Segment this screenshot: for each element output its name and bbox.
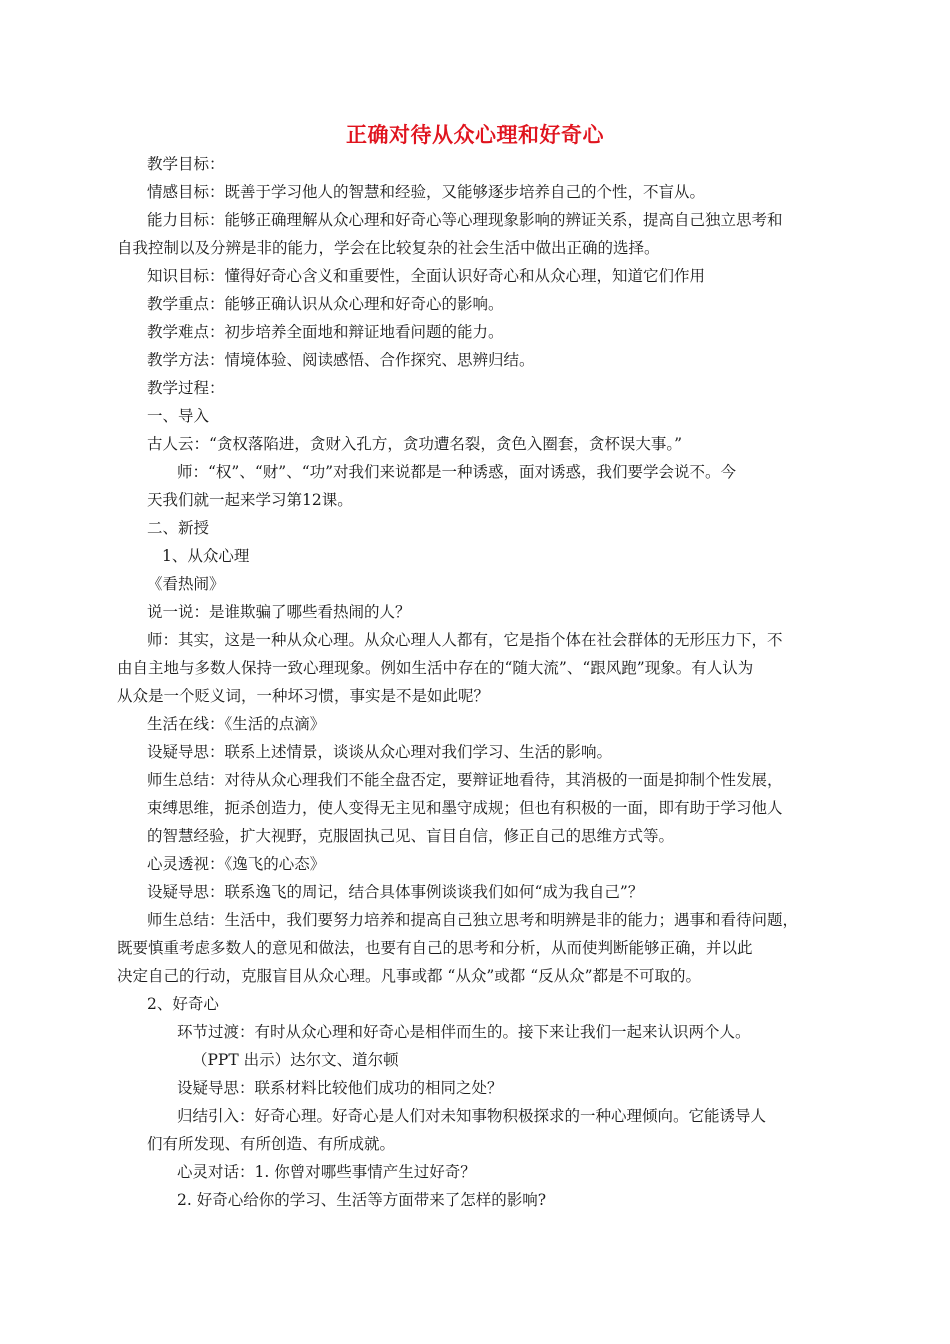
text-line: 教学重点：能够正确认识从众心理和好奇心的影响。 [147, 295, 504, 313]
text-line: 说一说：是谁欺骗了哪些看热闹的人？ [147, 603, 411, 621]
text-line: 古人云：“贪权落陷进，贪财入孔方，贪功遭名裂，贪色入圈套，贪杯误大事。” [147, 435, 683, 453]
text-line: 心灵透视：《逸飞的心态》 [147, 855, 326, 873]
text-line: 2. 好奇心给你的学习、生活等方面带来了怎样的影响? [177, 1191, 547, 1209]
text-line: 师：其实，这是一种从众心理。从众心理人人都有，它是指个体在社会群体的无形压力下，不 [147, 631, 783, 649]
text-line: 《看热闹》 [147, 575, 225, 593]
section-heading: 一、导入 [147, 407, 210, 425]
document-title: 正确对待从众心理和好奇心 [346, 123, 604, 147]
text-line: 设疑导思：联系材料比较他们成功的相同之处？ [177, 1079, 503, 1097]
text-line: 归结引入：好奇心理。好奇心是人们对未知事物积极探求的一种心理倾向。它能诱导人 [177, 1107, 767, 1125]
text-line: 们有所发现、有所创造、有所成就。 [147, 1135, 396, 1153]
text-line: 教学目标： [147, 155, 225, 173]
text-line: 设疑导思：联系逸飞的周记，结合具体事例谈谈我们如何“成为我自己”？ [147, 883, 644, 901]
text-line: 既要慎重考虑多数人的意见和做法，也要有自己的思考和分析，从而使判断能够正确，并以此 [117, 939, 753, 957]
text-line: 知识目标：懂得好奇心含义和重要性，全面认识好奇心和从众心理，知道它们作用 [147, 267, 706, 285]
text-line: 教学方法：情境体验、阅读感悟、合作探究、思辨归结。 [147, 351, 535, 369]
text-line: 天我们就一起来学习第12课。 [147, 491, 353, 509]
text-line: 教学过程： [147, 379, 225, 397]
section-heading: 二、新授 [147, 519, 210, 537]
text-line: 束缚思维，扼杀创造力，使人变得无主见和墨守成规；但也有积极的一面，即有助于学习他人 [147, 799, 783, 817]
text-line: 教学难点：初步培养全面地和辩证地看问题的能力。 [147, 323, 504, 341]
text-line: 生活在线：《生活的点滴》 [147, 715, 326, 733]
text-line: （PPT 出示）达尔文、道尔顿 [192, 1051, 399, 1069]
text-line: 师生总结：对待从众心理我们不能全盘否定，要辩证地看待，其消极的一面是抑制个性发展， [147, 771, 783, 789]
text-line: 环节过渡：有时从众心理和好奇心是相伴而生的。接下来让我们一起来认识两个人。 [177, 1023, 751, 1041]
text-line: 决定自己的行动，克服盲目从众心理。凡事或都 “从众”或都 “反从众”都是不可取的。 [117, 967, 702, 985]
text-line: 师：“权”、“财”、“功”对我们来说都是一种诱惑，面对诱惑，我们要学会说不。今 [177, 463, 737, 481]
text-line: 的智慧经验，扩大视野，克服固执己见、盲目自信，修正自己的思维方式等。 [147, 827, 675, 845]
text-line: 能力目标：能够正确理解从众心理和好奇心等心理现象影响的辨证关系，提高自己独立思考和 [147, 211, 783, 229]
text-line: 师生总结：生活中，我们要努力培养和提高自己独立思考和明辨是非的能力；遇事和看待问题， [147, 911, 799, 929]
text-line: 由自主地与多数人保持一致心理现象。例如生活中存在的“随大流”、“跟风跑”现象。有人认为 [117, 659, 754, 677]
text-line: 心灵对话：1. 你曾对哪些事情产生过好奇？ [177, 1163, 476, 1181]
text-line: 情感目标：既善于学习他人的智慧和经验，又能够逐步培养自己的个性，不盲从。 [147, 183, 706, 201]
text-line: 设疑导思：联系上述情景，谈谈从众心理对我们学习、生活的影响。 [147, 743, 613, 761]
text-line: 自我控制以及分辨是非的能力，学会在比较复杂的社会生活中做出正确的选择。 [117, 239, 660, 257]
text-line: 从众是一个贬义词，一种坏习惯，事实是不是如此呢？ [117, 687, 490, 705]
subsection-heading: 1、从众心理 [162, 547, 250, 565]
subsection-heading: 2、好奇心 [147, 995, 219, 1013]
